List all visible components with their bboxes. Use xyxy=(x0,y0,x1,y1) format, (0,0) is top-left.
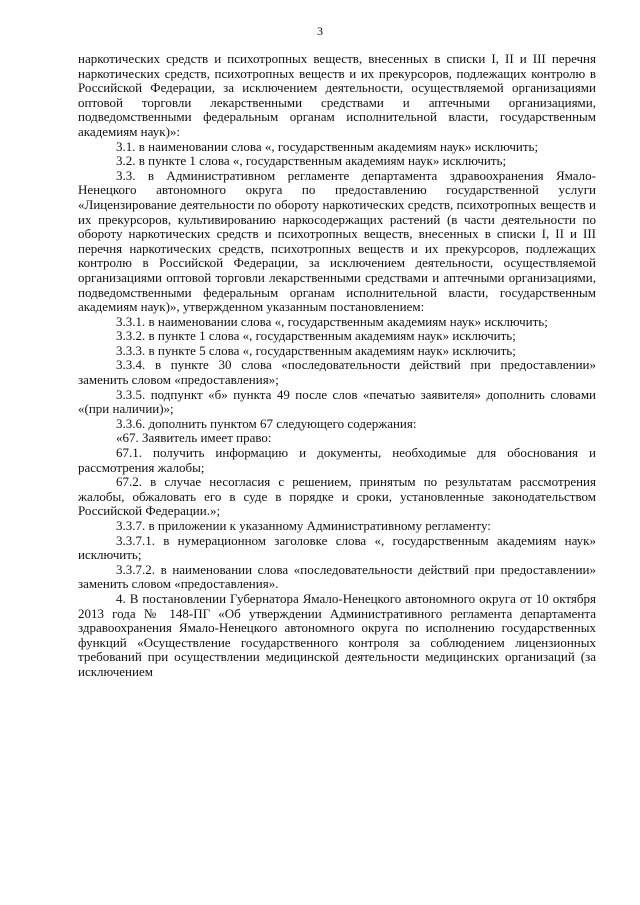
paragraph-0: наркотических средств и психотропных веществ, внесенных в списки I, II и III перечня наркотических средств, психотропных веществ и их прекурсоров, подлежащих контролю в Российской Федерации, за исключением деятельности, осуществляемой организациями оптовой торговли лекарственными средствами и аптечными организациями, подведомственными федеральным органам исполнительной власти, государственным академиям наук)»: xyxy=(78,51,596,139)
paragraph-15: 3.3.7.2. в наименовании слова «последовательности действий при предоставлении» заменить словом «предоставления». xyxy=(78,561,596,592)
paragraph-8: 3.3.5. подпункт «б» пункта 49 после слов «печатью заявителя» дополнить словами «(при наличии)»; xyxy=(78,386,596,417)
paragraph-9: 3.3.6. дополнить пунктом 67 следующего содержания: xyxy=(116,415,417,431)
paragraph-7: 3.3.4. в пункте 30 слова «последовательности действий при предоставлении» заменить словом «предоставления»; xyxy=(78,357,596,388)
paragraph-5: 3.3.2. в пункте 1 слова «, государственным академиям наук» исключить; xyxy=(116,328,516,344)
page-number: 3 xyxy=(317,24,323,38)
paragraph-4: 3.3.1. в наименовании слова «, государственным академиям наук» исключить; xyxy=(116,313,548,329)
paragraph-10: «67. Заявитель имеет право: xyxy=(116,430,272,446)
paragraph-13: 3.3.7. в приложении к указанному Административному регламенту: xyxy=(116,518,491,533)
paragraph-14: 3.3.7.1. в нумерационном заголовке слова «, государственным академиям наук» исключить; xyxy=(78,532,596,563)
paragraph-16: 4. В постановлении Губернатора Ямало-Ненецкого автономного округа от 10 октября 2013 года № 148-ПГ «Об утверждении Административного регламента департамента здравоохранения Ямало-Ненецкого автономного округа по исполнению государственных функций «Осуществление государственного контроля за соблюдением лицензионных требований при осуществлении медицинской деятельности медицинских организаций (за исключением xyxy=(78,590,596,679)
paragraph-12: 67.2. в случае несогласия с решением, принятым по результатам рассмотрения жалобы, обжаловать его в суде в порядке и сроки, установленные законодательством Российской Федерации.»; xyxy=(78,474,596,519)
document-body xyxy=(78,52,596,680)
paragraph-1: 3.1. в наименовании слова «, государственным академиям наук» исключить; xyxy=(116,138,539,154)
paragraph-3: 3.3. в Административном регламенте департамента здравоохранения Ямало-Ненецкого автономного округа по предоставлению государственной услуги «Лицензирование деятельности по обороту наркотических средств, психотропных веществ и их прекурсоров, культивированию наркосодержащих растений (в части деятельности по обороту наркотических средств и психотропных веществ, внесенных в списки I, II и III перечня наркотических средств, психотропных веществ и их прекурсоров, подлежащих контролю в Российской Федерации, за исключением деятельности, осуществляемой организациями оптовой торговли лекарственными средствами и аптечными организациями, подведомственными федеральным органам исполнительной власти, государственным академиям наук)», утвержденном указанным постановлением: xyxy=(78,167,596,315)
paragraph-11: 67.1. получить информацию и документы, необходимые для обоснования и рассмотрения жалобы; xyxy=(78,445,596,475)
paragraph-2: 3.2. в пункте 1 слова «, государственным академиям наук» исключить; xyxy=(116,153,507,169)
paragraph-6: 3.3.3. в пункте 5 слова «, государственным академиям наук» исключить; xyxy=(116,342,516,358)
